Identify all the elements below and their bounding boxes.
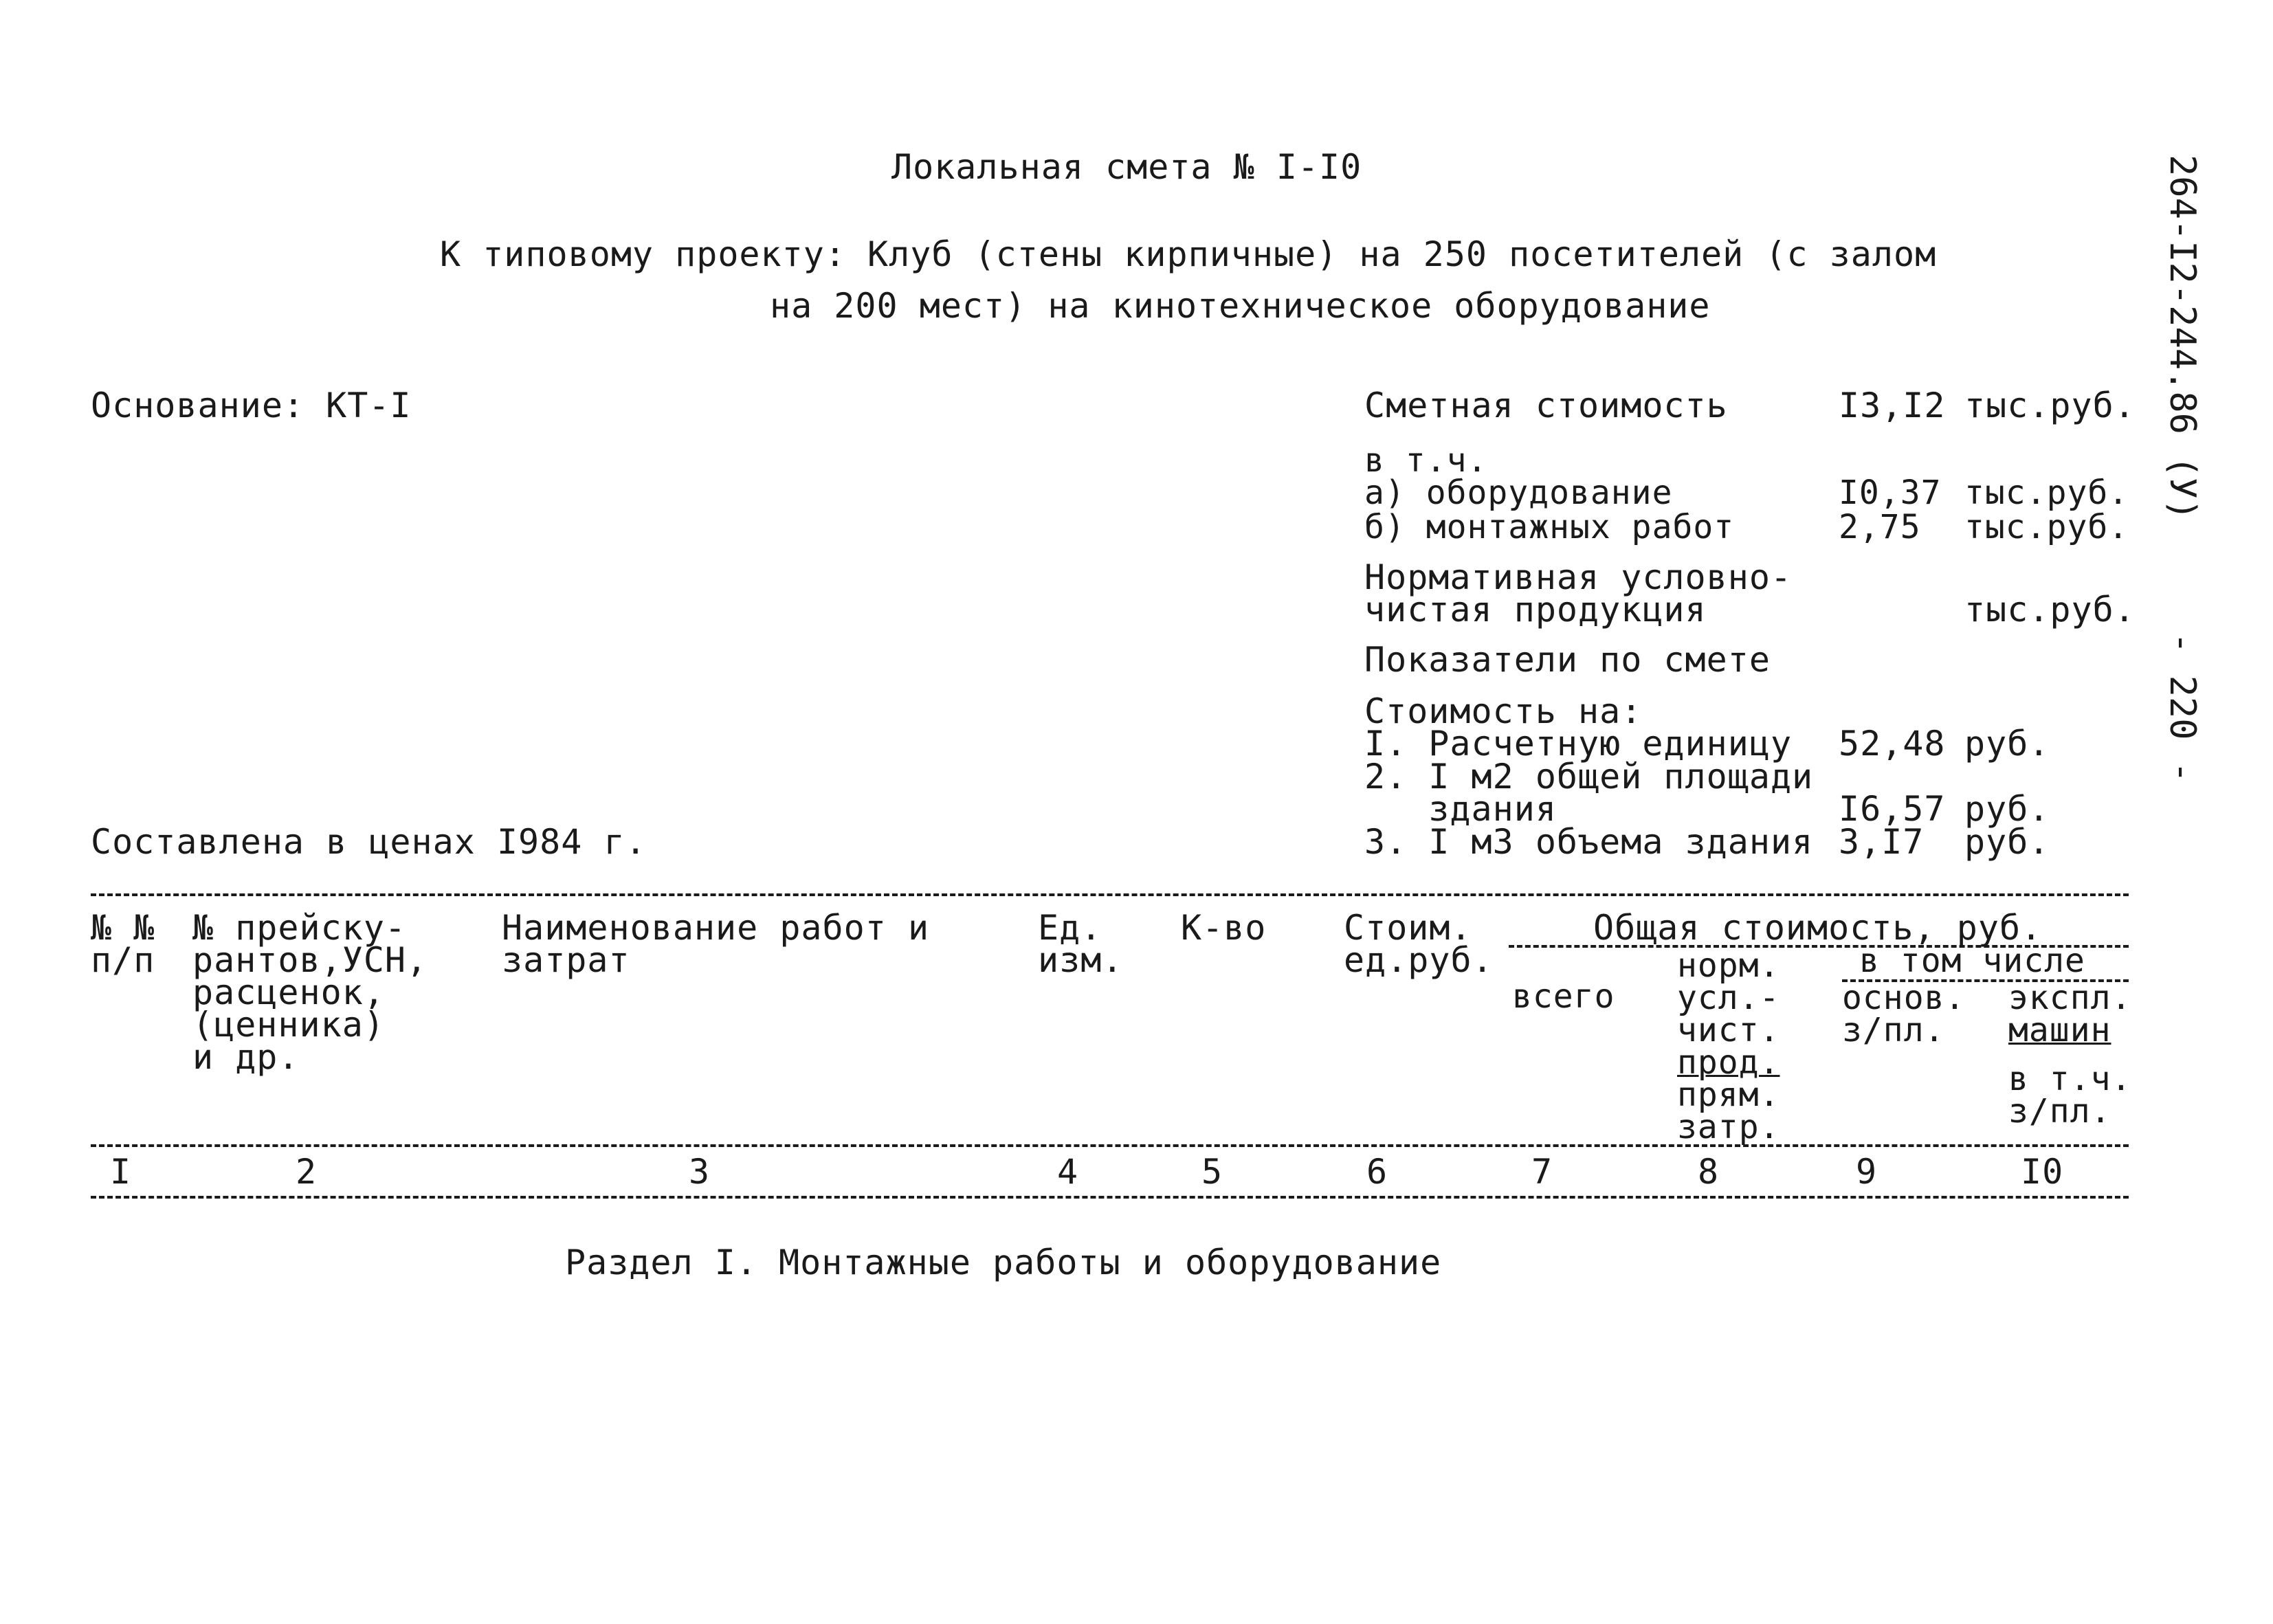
col-2-header: (ценника) [192,1005,385,1045]
summary-label: Стоимость на: [1364,691,1643,731]
header-bottom-rule [91,1144,2129,1147]
col-number: 2 [296,1152,318,1192]
summary-unit: руб. [1964,789,2050,829]
col-2-header: рантов,УСН, [192,940,428,980]
summary-value: I3,I2 [1839,386,1946,425]
summary-label: здания [1364,789,1557,829]
col-1-header: № № [91,908,155,948]
col-1-header: п/п [91,940,155,980]
summary-unit: руб. [1964,724,2050,764]
document-title: Локальная смета № I-I0 [891,147,1362,187]
summary-label: I. Расчетную единицу [1364,724,1793,764]
summary-label: а) оборудование [1364,474,1673,512]
summary-value: 2,75 [1839,508,1921,546]
col-6-header: Стоим. [1344,908,1472,948]
summary-label: Нормативная условно- [1364,557,1793,597]
col-8-header: усл.- [1677,979,1780,1017]
numbers-bottom-rule [91,1196,2129,1199]
col-2-header: расценок, [192,972,385,1012]
summary-value: 3,I7 [1839,822,1925,862]
basis-label: Основание: КТ-I [91,386,412,425]
col-10-header: машин [2008,1011,2111,1049]
summary-label: 2. I м2 общей площади [1364,757,1814,797]
subgroup-header: в том числе [1859,942,2085,980]
summary-label: в т.ч. [1364,441,1488,480]
col-5-header: К-во [1181,908,1267,948]
col-8-header: прод. [1677,1043,1780,1082]
summary-label: чистая продукция [1364,590,1707,630]
col-10-header: в т.ч. [2008,1060,2132,1098]
col-9-header: з/пл. [1842,1011,1945,1049]
col-8-header: норм. [1677,946,1780,985]
col-8-header: затр. [1677,1108,1780,1146]
col-number: I0 [2021,1152,2064,1192]
summary-value: I0,37 [1839,474,1942,512]
col-number: I [110,1152,132,1192]
col-number: 6 [1366,1152,1388,1192]
col-number: 4 [1057,1152,1079,1192]
col-2-header: и др. [192,1037,300,1077]
col-4-header: изм. [1038,940,1124,980]
col-number: 8 [1698,1152,1720,1192]
project-line-2: на 200 мест) на кинотехническое оборудование [770,286,1711,326]
section-heading: Раздел I. Монтажные работы и оборудование [565,1243,1442,1282]
summary-unit: руб. [1964,822,2050,862]
compiled-prices: Составлена в ценах I984 г. [91,822,647,862]
col-number: 5 [1201,1152,1223,1192]
summary-label: Показатели по смете [1364,640,1771,680]
col-number: 3 [689,1152,711,1192]
col-9-header: основ. [1842,979,1966,1017]
col-3-header: затрат [502,940,630,980]
col-number: 7 [1531,1152,1553,1192]
col-10-header: экспл. [2008,979,2132,1017]
summary-value: 52,48 [1839,724,1946,764]
col-6-header: ед.руб. [1344,940,1494,980]
col-8-header: прям. [1677,1076,1780,1114]
table-top-rule [91,893,2129,896]
summary-label: 3. I м3 объема здания [1364,822,1814,862]
col-number: 9 [1856,1152,1878,1192]
side-page-number: - 220 - [2162,632,2203,783]
col-3-header: Наименование работ и [502,908,930,948]
side-code: 264-I2-244.86 (У) [2162,155,2203,521]
col-7-header: всего [1512,977,1615,1016]
summary-unit: тыс.руб. [1964,508,2129,546]
summary-unit: тыс.руб. [1964,590,2136,630]
col-2-header: № прейску- [192,908,407,948]
summary-label: Сметная стоимость [1364,386,1728,425]
col-4-header: Ед. [1038,908,1102,948]
summary-value: I6,57 [1839,789,1946,829]
total-cost-group-header: Общая стоимость, руб. [1593,908,2043,948]
col-10-header: з/пл. [2008,1092,2111,1131]
summary-unit: тыс.руб. [1964,474,2129,512]
col-8-header: чист. [1677,1011,1780,1049]
project-line-1: К типовому проекту: Клуб (стены кирпичные) на 250 посетителей (с залом [440,234,1937,274]
summary-label: б) монтажных работ [1364,508,1735,546]
summary-unit: тыс.руб. [1964,386,2136,425]
